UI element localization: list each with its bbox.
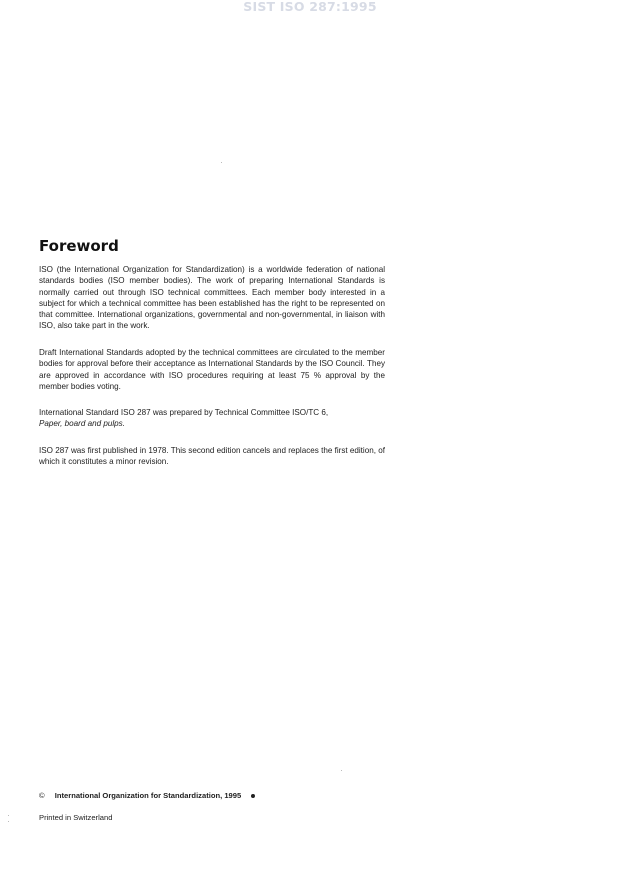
foreword-paragraph-2: Draft International Standards adopted by the technical committees are circulated to the member bodies for approval before their acceptance as International Standards by the ISO Council. They are approved in accordance with ISO procedures requiring at least 75 % approval by the member bodies voting. [39,348,385,391]
scan-speck [221,162,222,163]
prepared-by-text: International Standard ISO 287 was prepared by Technical Committee ISO/TC 6, [39,408,329,417]
foreword-paragraph-4: ISO 287 was first published in 1978. This second edition cancels and replaces the first edition, of which it constitutes a minor revision. [39,446,385,467]
copyright-text: International Organization for Standardization, 1995 [54,791,242,800]
watermark: SIST ISO 287:1995 [243,0,377,14]
copyright-icon: © [39,791,45,800]
committee-title: Paper, board and pulps. [39,419,125,429]
page-title: Foreword [39,237,119,255]
copyright-line [39,791,255,800]
scan-speck [8,821,9,822]
foreword-paragraph-1: ISO (the International Organization for Standardization) is a worldwide federation of national standards bodies (ISO member bodies). The work of preparing International Standards is normally carried out through ISO technical committees. Each member body interested in a subject for which a technical committee has been established has the right to be represented on that committee. International organizations, governmental and non-governmental, in liaison with ISO, also take part in the work. [39,265,385,331]
scan-speck [8,815,9,816]
bullet-icon [251,794,255,798]
foreword-paragraph-3 [39,407,385,430]
scan-speck [341,770,342,771]
printed-in-text: Printed in Switzerland [39,813,113,822]
